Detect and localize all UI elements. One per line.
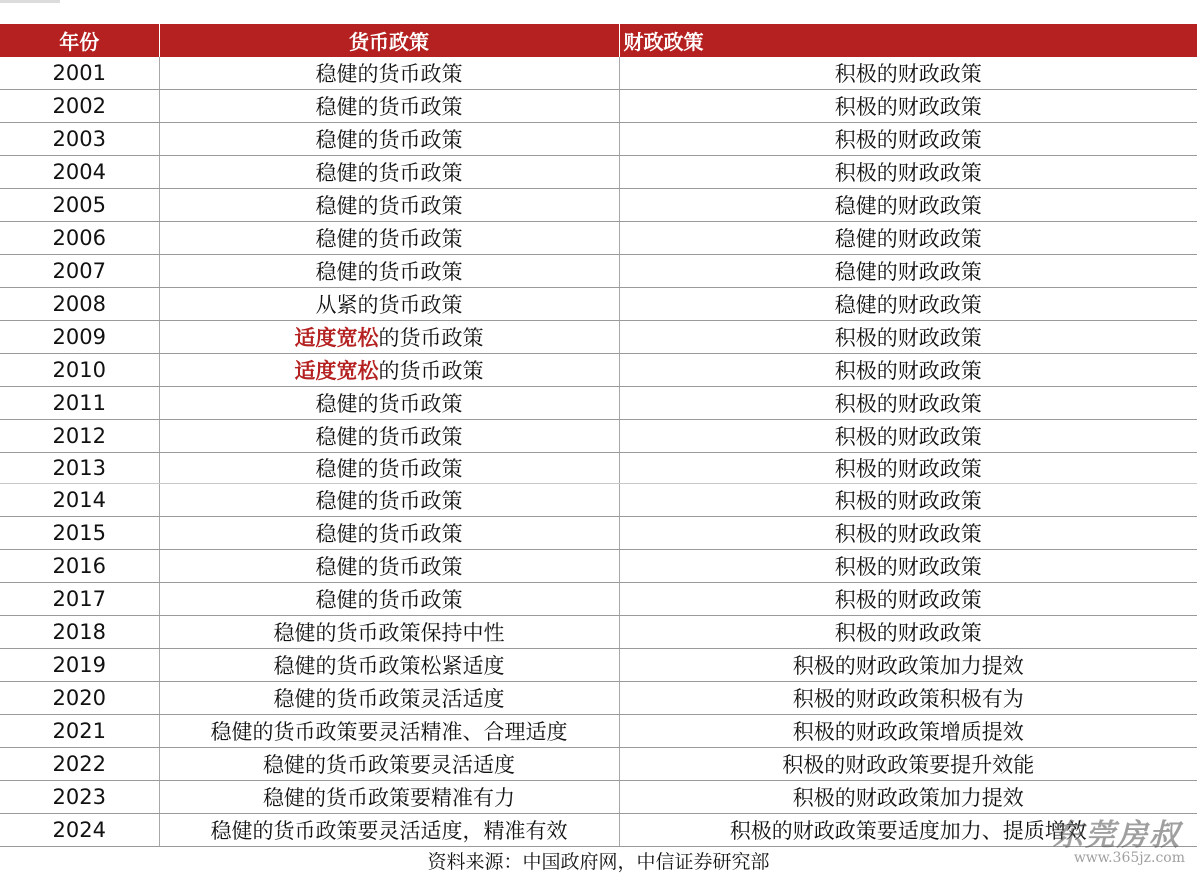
cell-monetary-policy [159, 781, 619, 814]
cell-year: 2010 [0, 354, 159, 387]
cell-year: 2007 [0, 255, 159, 288]
monetary-policy-text: 从紧的货币政策 [315, 293, 463, 317]
table-row [0, 649, 1197, 682]
cell-monetary-policy [159, 682, 619, 715]
cell-fiscal-policy: 积极的财政政策增质提效 [619, 715, 1197, 748]
monetary-policy-text: 稳健的货币政策保持中性 [273, 621, 505, 645]
monetary-policy-text: 稳健的货币政策 [315, 425, 463, 449]
cell-year: 2011 [0, 387, 159, 420]
table-header-row [0, 24, 1197, 57]
top-edge-line [0, 0, 60, 3]
table-row [0, 387, 1197, 420]
cell-fiscal-policy: 积极的财政政策 [619, 156, 1197, 189]
monetary-policy-text: 稳健的货币政策 [315, 95, 463, 119]
cell-monetary-policy [159, 453, 619, 484]
source-note: 资料来源：中国政府网，中信证券研究部 [427, 851, 770, 873]
cell-year: 2005 [0, 189, 159, 222]
cell-year: 2006 [0, 222, 159, 255]
monetary-policy-text: 稳健的货币政策 [315, 62, 463, 86]
cell-fiscal-policy: 积极的财政政策 [619, 354, 1197, 387]
header-monetary-policy: 货币政策 [159, 24, 619, 57]
cell-year: 2019 [0, 649, 159, 682]
monetary-policy-text: 稳健的货币政策松紧适度 [273, 654, 505, 678]
cell-monetary-policy [159, 387, 619, 420]
monetary-policy-text: 稳健的货币政策要灵活适度 [263, 753, 515, 777]
cell-fiscal-policy: 积极的财政政策 [619, 484, 1197, 517]
watermark-logo-text: 东莞房叔 [1053, 818, 1181, 853]
table-row [0, 123, 1197, 156]
cell-monetary-policy [159, 649, 619, 682]
cell-fiscal-policy: 积极的财政政策 [619, 321, 1197, 354]
table-row [0, 90, 1197, 123]
cell-monetary-policy [159, 583, 619, 616]
cell-monetary-policy [159, 715, 619, 748]
cell-year: 2015 [0, 517, 159, 550]
cell-year: 2003 [0, 123, 159, 156]
highlight-text: 适度宽松 [294, 359, 379, 383]
table-row [0, 517, 1197, 550]
cell-fiscal-policy: 稳健的财政政策 [619, 255, 1197, 288]
cell-fiscal-policy: 积极的财政政策 [619, 387, 1197, 420]
cell-monetary-policy [159, 420, 619, 453]
monetary-policy-text: 稳健的货币政策 [315, 227, 463, 251]
cell-year: 2012 [0, 420, 159, 453]
monetary-policy-text: 稳健的货币政策 [315, 522, 463, 546]
monetary-policy-text: 稳健的货币政策 [315, 489, 463, 513]
monetary-policy-text: 的货币政策 [378, 326, 484, 350]
policy-table-wrapper [0, 24, 1197, 847]
cell-monetary-policy [159, 321, 619, 354]
cell-fiscal-policy: 积极的财政政策要提升效能 [619, 748, 1197, 781]
cell-year: 2009 [0, 321, 159, 354]
monetary-policy-text: 稳健的货币政策 [315, 128, 463, 152]
monetary-policy-text: 稳健的货币政策 [315, 161, 463, 185]
monetary-policy-text: 稳健的货币政策 [315, 260, 463, 284]
table-row [0, 550, 1197, 583]
cell-monetary-policy [159, 550, 619, 583]
cell-monetary-policy [159, 517, 619, 550]
table-row [0, 781, 1197, 814]
monetary-policy-text: 稳健的货币政策要精准有力 [263, 786, 515, 810]
cell-fiscal-policy: 稳健的财政政策 [619, 189, 1197, 222]
cell-fiscal-policy: 积极的财政政策要适度加力、提质增效 [619, 814, 1197, 847]
cell-monetary-policy [159, 814, 619, 847]
cell-monetary-policy [159, 484, 619, 517]
cell-year: 2013 [0, 453, 159, 484]
cell-year: 2024 [0, 814, 159, 847]
cell-year: 2002 [0, 90, 159, 123]
cell-monetary-policy [159, 123, 619, 156]
cell-fiscal-policy: 积极的财政政策 [619, 90, 1197, 123]
cell-monetary-policy [159, 189, 619, 222]
table-row [0, 682, 1197, 715]
table-row [0, 354, 1197, 387]
table-row [0, 420, 1197, 453]
table-row [0, 715, 1197, 748]
monetary-policy-text: 稳健的货币政策 [315, 588, 463, 612]
table-row [0, 616, 1197, 649]
cell-monetary-policy [159, 222, 619, 255]
cell-monetary-policy [159, 156, 619, 189]
table-body [0, 57, 1197, 847]
table-row [0, 156, 1197, 189]
monetary-policy-text: 稳健的货币政策 [315, 194, 463, 218]
table-row [0, 453, 1197, 484]
table-row [0, 288, 1197, 321]
cell-monetary-policy [159, 354, 619, 387]
cell-year: 2008 [0, 288, 159, 321]
cell-fiscal-policy: 积极的财政政策 [619, 616, 1197, 649]
cell-fiscal-policy: 积极的财政政策 [619, 57, 1197, 90]
cell-fiscal-policy: 积极的财政政策 [619, 420, 1197, 453]
cell-monetary-policy [159, 616, 619, 649]
cell-year: 2001 [0, 57, 159, 90]
table-row [0, 583, 1197, 616]
monetary-policy-text: 稳健的货币政策 [315, 457, 463, 481]
cell-monetary-policy [159, 90, 619, 123]
cell-monetary-policy [159, 255, 619, 288]
table-row [0, 189, 1197, 222]
cell-fiscal-policy: 积极的财政政策 [619, 517, 1197, 550]
table-row [0, 321, 1197, 354]
table-row [0, 748, 1197, 781]
monetary-policy-text: 的货币政策 [378, 359, 484, 383]
cell-year: 2018 [0, 616, 159, 649]
cell-year: 2017 [0, 583, 159, 616]
cell-fiscal-policy: 稳健的财政政策 [619, 288, 1197, 321]
table-row [0, 484, 1197, 517]
monetary-policy-text: 稳健的货币政策 [315, 555, 463, 579]
cell-monetary-policy [159, 288, 619, 321]
header-year: 年份 [0, 24, 159, 57]
cell-year: 2020 [0, 682, 159, 715]
cell-fiscal-policy: 积极的财政政策 [619, 123, 1197, 156]
cell-fiscal-policy: 积极的财政政策 [619, 453, 1197, 484]
cell-fiscal-policy: 积极的财政政策 [619, 550, 1197, 583]
policy-table [0, 24, 1197, 847]
table-row [0, 222, 1197, 255]
monetary-policy-text: 稳健的货币政策 [315, 392, 463, 416]
header-fiscal-policy: 财政政策 [619, 24, 1197, 57]
watermark-url: www.365jz.com [1073, 850, 1185, 866]
monetary-policy-text: 稳健的货币政策灵活适度 [273, 687, 505, 711]
cell-fiscal-policy: 积极的财政政策积极有为 [619, 682, 1197, 715]
monetary-policy-text: 稳健的货币政策要灵活适度，精准有效 [210, 819, 568, 843]
cell-fiscal-policy: 积极的财政政策加力提效 [619, 781, 1197, 814]
cell-year: 2014 [0, 484, 159, 517]
cell-fiscal-policy: 积极的财政政策加力提效 [619, 649, 1197, 682]
cell-fiscal-policy: 稳健的财政政策 [619, 222, 1197, 255]
cell-year: 2016 [0, 550, 159, 583]
cell-year: 2022 [0, 748, 159, 781]
cell-year: 2004 [0, 156, 159, 189]
cell-year: 2021 [0, 715, 159, 748]
cell-fiscal-policy: 积极的财政政策 [619, 583, 1197, 616]
cell-monetary-policy [159, 748, 619, 781]
cell-year: 2023 [0, 781, 159, 814]
table-row [0, 255, 1197, 288]
table-row [0, 814, 1197, 847]
highlight-text: 适度宽松 [294, 326, 379, 350]
table-row [0, 57, 1197, 90]
monetary-policy-text: 稳健的货币政策要灵活精准、合理适度 [210, 720, 568, 744]
cell-monetary-policy [159, 57, 619, 90]
